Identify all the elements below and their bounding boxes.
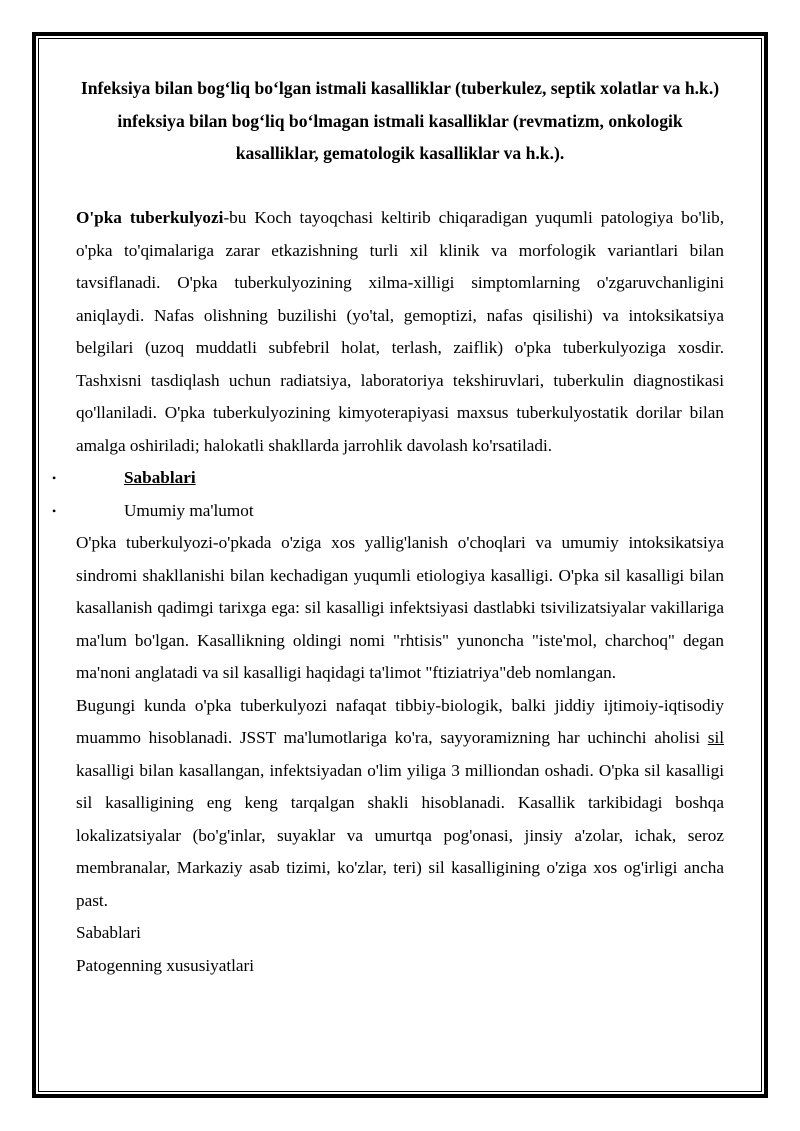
- list-item-label: Umumiy ma'lumot: [124, 500, 254, 520]
- bullet-marker: •: [52, 503, 57, 518]
- link-sil[interactable]: sil: [707, 728, 724, 747]
- intro-term: O'pka tuberkulyozi: [76, 208, 224, 227]
- bullet-marker: •: [52, 471, 57, 485]
- intro-text: -bu Koch tayoqchasi keltirib chiqaradigan yuqumli patologiya bo'lib, o'pka to'qimalariga zarar etkazishning turli xil klinik va morfologik variantlari bilan tavsiflanadi. O'pka tuberkulyozining xilma-xilligi simptomlarning o'zgaruvchanligini aniqlaydi. Nafas olishning buzilishi (yo'tal, gemoptizi, nafas qisilishi) va intoksikatsiya belgilari (uzoq muddatli subfebril holat, terlash, zaiflik) o'pka tuberkulyoziga xosdir. Tashxisni tasdiqlash uchun radiatsiya, laboratoriya tekshiruvlari, tuberkulin diagnostikasi qo'llaniladi. O'pka tuberkulyozining kimyoterapiyasi maxsus tuberkulyostatik dorilar bilan amalga oshiriladi; halokatli shakllarda jarrohlik davolash ko'rsatiladi.: [76, 208, 724, 455]
- blank-line: [76, 170, 724, 203]
- paragraph-today-start: Bugungi kunda o'pka tuberkulyozi nafaqat tibbiy-biologik, balki jiddiy ijtimoiy-iqtisodiy muammo hisoblanadi. JSST ma'lumotlariga ko'ra, sayyoramizning har uchinchi aholisi: [76, 695, 724, 747]
- paragraph-today-end: kasalligi bilan kasallangan, infektsiyadan o'lim yiliga 3 milliondan oshadi. O'pka sil kasalligi sil kasalligining eng keng tarqalgan shakli hisoblanadi. Kasallik tarkibidagi boshqa lokalizatsiyalar (bo'g'inlar, suyaklar va umurtqa pog'onasi, jinsiy a'zolar, ichak, seroz membranalar, Markaziy asab tizimi, ko'zlar, teri) sil kasalligining o'ziga xos og'irligi ancha past.: [76, 760, 724, 910]
- link-sabablari[interactable]: Sabablari: [124, 468, 196, 487]
- document-title: Infeksiya bilan bog‘liq bo‘lgan istmali kasalliklar (tuberkulez, septik xolatlar va h.k.) infeksiya bilan bog‘liq bo‘lmagan istmali kasalliklar (revmatizm, onkologik kasalliklar, gematologik kasalliklar va h.k.).: [80, 78, 720, 163]
- paragraph-history: O'pka tuberkulyozi-o'pkada o'ziga xos yallig'lanish o'choqlari va umumiy intoksikatsiya sindromi shakllanishi bilan kechadigan yuqumli etiologiya kasalligi. O'pka sil kasalligi bilan kasallanish qadimgi tarixga ega: sil kasalligi infektsiyasi dastlabki tsivilizatsiyalar vakillariga ma'lum bo'lgan. Kasallikning oldingi nomi "rhtisis" yunoncha "iste'mol, charchoq" degan ma'noni anglatadi va sil kasalligi haqidagi ta'limot "ftiziatriya"deb nomlangan.: [76, 533, 724, 682]
- paragraph-today: [76, 690, 724, 918]
- heading-patogen: Patogenning xususiyatlari: [76, 955, 255, 975]
- list-item: [52, 462, 724, 495]
- heading-sabablari: Sabablari: [76, 923, 141, 942]
- intro-paragraph: [76, 202, 724, 462]
- document-body: [52, 72, 724, 982]
- list-item: [52, 495, 724, 528]
